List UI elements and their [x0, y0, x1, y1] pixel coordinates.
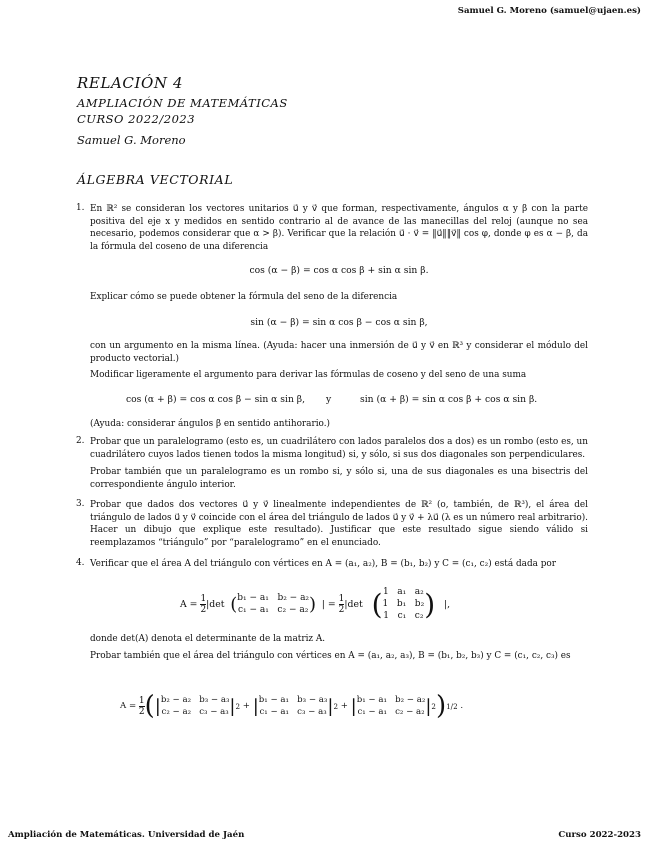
- eq-sin-sum: sin (α + β) = sin α cos β + cos α sin β.: [360, 394, 538, 405]
- f2-lhs: A =: [120, 701, 137, 711]
- eq-sin-diff: sin (α − β) = sin α cos β − cos α sin β,: [250, 317, 428, 328]
- problem-2-text-a: Probar que un paralelogramo (esto es, un cuadrilátero con lados paralelos dos a dos) es un rombo (esto es, un cuadrilátero cuyos lados tienen todos la misma longitud) si, y sólo, si sus dos diagonales son perpendiculares.: [90, 437, 588, 460]
- f2-d2-row-1: b₁ − a₁ b₃ − a₃: [258, 695, 328, 705]
- f1-det: |det: [206, 598, 225, 610]
- f2-d1-row-2: c₂ − a₂ c₃ − a₃: [161, 707, 229, 717]
- f2-det-1: [161, 694, 230, 718]
- f2-plus-1: +: [242, 701, 250, 711]
- f1-matrix-3x3: [383, 586, 425, 622]
- f2-half-num: 1: [138, 695, 145, 706]
- problem-3-number: 3.: [76, 499, 85, 509]
- f1-row-1: b₁ − a₁ b₂ − a₂: [237, 593, 310, 603]
- f2-d1-row-1: b₂ − a₂ b₃ − a₃: [160, 695, 230, 705]
- problem-1-text-d: Modificar ligeramente el argumento para derivar las fórmulas de coseno y del seno de una suma: [90, 370, 527, 380]
- formula-area-2d: A = $\frac{1}{2}$ |det ( b₁ − a₁ b₂ − a₂ c₁ − a₁ c₂ − a₂ ) | = $\frac{1}{2}$ |det ( 1 a₁ a₂ 1 b₁ b₂ 1 c₁ c₂ ) |,: [180, 587, 451, 621]
- problem-4-text-c: Probar también que el área del triángulo con vértices en A = (a₁, a₂, a₃), B = (b₁, b₂, b₃) y C = (c₁, c₂, c₃) es: [90, 651, 571, 661]
- f1-half-b-num: 1: [338, 593, 345, 604]
- f1-lhs: A =: [180, 598, 198, 610]
- problem-1-text-e: (Ayuda: considerar ángulos β en sentido antihorario.): [90, 419, 331, 429]
- f2-sq-3: 2: [431, 701, 436, 711]
- relation-title: RELACIÓN 4: [77, 74, 184, 92]
- f2-half-den: 2: [138, 706, 145, 717]
- section-title: ÁLGEBRA VECTORIAL: [77, 172, 234, 187]
- f1-m-row-1: 1 a₁ a₂: [382, 587, 424, 597]
- f1-end: |,: [444, 598, 451, 610]
- eq-and: y: [326, 394, 332, 405]
- eq-cos-sum: cos (α + β) = cos α cos β − sin α sin β,: [126, 394, 306, 405]
- f2-d3-row-1: b₁ − a₁ b₂ − a₂: [356, 695, 426, 705]
- f1-det-b: |det: [344, 598, 363, 610]
- f2-d3-row-2: c₁ − a₁ c₂ − a₂: [357, 707, 425, 717]
- f1-half-b-den: 2: [338, 604, 345, 615]
- problem-3-text-a: Probar que dados dos vectores u⃗ y v⃗ linealmente independientes de ℝ² (o, también, de ℝ³), el área del triángulo de lados u⃗ y v⃗ coincide con el área del triángulo de lados u⃗ y v⃗ + λu⃗ (λ es un número real arbitrario). Hacer un dibujo que explique este resultado). Justificar que este resultado sigue siendo válido si reemplazamos “triángulo” por “paralelogramo” en el enunciado.: [90, 500, 589, 548]
- course-subject: AMPLIACIÓN DE MATEMÁTICAS: [77, 96, 288, 110]
- problem-1-number: 1.: [76, 203, 85, 213]
- f1-half-num: 1: [200, 593, 207, 604]
- f2-plus-2: +: [340, 701, 348, 711]
- footer-left: Ampliación de Matemáticas. Universidad de Jaén: [8, 830, 245, 840]
- f1-matrix-2x2: [237, 592, 309, 616]
- problem-1-text-a: En ℝ² se consideran los vectores unitarios u⃗ y v⃗ que forman, respectivamente, ángulos α y β con la parte positiva del eje x y medidos en sentido contrario al de avance de las manecillas del reloj (aunque no sea necesario, podemos considerar que α > β). Verificar que la relación u⃗ · v⃗ = ‖u⃗‖‖v⃗‖ cos φ, donde φ es α − β, da la fórmula del coseno de una diferencia: [90, 204, 588, 252]
- footer-right: Curso 2022-2023: [558, 830, 641, 840]
- f1-m-row-3: 1 c₁ c₂: [383, 611, 424, 621]
- problem-2-text-b: Probar también que un paralelogramo es un rombo si, y sólo si, una de sus diagonales es una bisectris del correspondiente ángulo interior.: [90, 467, 588, 490]
- eq-cos-diff: cos (α − β) = cos α cos β + sin α sin β.: [249, 265, 429, 276]
- author-name: Samuel G. Moreno: [77, 133, 186, 147]
- f2-sq-2: 2: [333, 701, 338, 711]
- f1-m-row-2: 1 b₁ b₂: [382, 599, 425, 609]
- problem-2-number: 2.: [76, 436, 85, 446]
- course-year: CURSO 2022/2023: [77, 112, 196, 126]
- problem-4-text-a: Verificar que el área A del triángulo con vértices en A = (a₁, a₂), B = (b₁, b₂) y C = (c₁, c₂) está dada por: [90, 559, 557, 569]
- f2-sq-1: 2: [235, 701, 241, 711]
- header-author: Samuel G. Moreno (samuel@ujaen.es): [457, 6, 641, 16]
- f2-pow: 1/2: [446, 701, 458, 711]
- f2-d2-row-2: c₁ − a₁ c₃ − a₃: [259, 707, 327, 717]
- title-block: [77, 74, 288, 147]
- f1-row-2: c₁ − a₁ c₂ − a₂: [237, 605, 309, 615]
- f1-eq: | =: [321, 598, 336, 610]
- f2-end: .: [460, 701, 464, 711]
- problem-1-text-c: con un argumento en la misma línea. (Ayuda: hacer una inmersión de u⃗ y v⃗ en ℝ³ y considerar el módulo del producto vectorial.): [90, 341, 588, 364]
- problem-4-text-b: donde det(A) denota el determinante de la matriz A.: [90, 634, 326, 644]
- f2-det-3: [357, 694, 426, 718]
- formula-area-3d: A = $\frac{1}{2}$ ( | b₂ − a₂ b₃ − a₃ c₂ − a₂ c₃ − a₃ | 2 + | b₁ − a₁ b₃ − a₃ c₁ − a₁ c₃ − a₃ | 2 + | b₁ − a₁ b₂ − a₂ c₁ − a₁ c₂ − a₂ | 2 ) 1/2 .: [120, 691, 464, 721]
- f2-det-2: [259, 694, 328, 718]
- f1-half-den: 2: [200, 604, 207, 615]
- problem-4-number: 4.: [76, 558, 85, 568]
- problem-1-text-b: Explicar cómo se puede obtener la fórmula del seno de la diferencia: [90, 292, 398, 302]
